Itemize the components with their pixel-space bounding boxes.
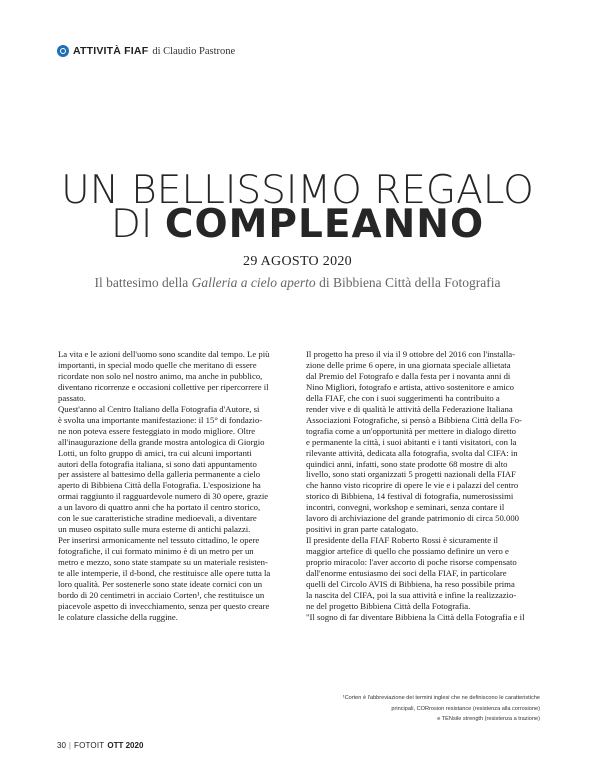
body-line: dal Premio del Fotografo e dalla festa per i novanta anni di bbox=[306, 370, 511, 381]
body-line: proprio miracolo: l'aver accorto di poche risorse compensato bbox=[306, 557, 517, 568]
body-line: ne non poteva essere festeggiato in modo migliore. Oltre bbox=[58, 425, 256, 436]
body-line: render vive e di qualità le attività della Federazione Italiana bbox=[306, 403, 513, 414]
footnote bbox=[280, 693, 540, 725]
body-line: della FIAF, che con i suoi suggerimenti ha contribuito a bbox=[306, 392, 500, 403]
article-subtitle bbox=[0, 275, 595, 291]
body-line: quelli del Circolo AVIS di Bibbiena, ha reso possibile prima bbox=[306, 579, 515, 590]
article-title-emphasis: COMPLEANNO bbox=[164, 202, 485, 247]
body-line: quindici anni, infatti, sono state prodotte 68 mostre di alto bbox=[306, 458, 508, 469]
subtitle-italic: Galleria a cielo aperto bbox=[191, 275, 316, 290]
body-line: le colature classiche della ruggine. bbox=[58, 611, 178, 622]
body-line: zione delle prime 6 opere, in una giornata speciale allietata bbox=[306, 359, 511, 370]
body-line: Il progetto ha preso il via il 9 ottobre del 2016 con l'installa- bbox=[306, 349, 516, 359]
body-line: "Il sogno di far diventare Bibbiena la Città della Fotografia e il bbox=[306, 611, 525, 622]
body-line: ormai raggiunto il ragguardevole numero di 30 opere, grazie bbox=[58, 491, 269, 502]
body-line: Per inserirsi armonicamente nel tessuto cittadino, le opere bbox=[58, 535, 260, 546]
subtitle-pre: Il battesimo della bbox=[94, 275, 192, 290]
body-line: importanti, in special modo quelle che meritano di essere bbox=[58, 359, 257, 370]
body-line: aperto di Bibbiena Città della Fotografia. L'esposizione ha bbox=[58, 480, 261, 491]
fiaf-logo-icon bbox=[57, 45, 69, 57]
body-column-left bbox=[58, 349, 306, 623]
article-title-prefix: DI bbox=[110, 202, 165, 247]
body-line: livello, sono stati organizzati 5 progetti nazionali della FIAF bbox=[306, 469, 516, 480]
article-title-line-2 bbox=[0, 202, 595, 247]
body-line: la nascita del CIFA, poi la sua attività e infine la realizzazio- bbox=[306, 589, 517, 600]
footer-separator: | bbox=[68, 741, 71, 750]
body-line: Il presidente della FIAF Roberto Rossi è sicuramente il bbox=[306, 535, 499, 546]
body-line: passato. bbox=[58, 392, 86, 403]
body-line: è svolta una importante manifestazione: il 15° di fondazio- bbox=[58, 414, 263, 425]
footnote-line: ¹Corten è l'abbreviazione dei termini inglesi che ne definiscono le caratteristiche bbox=[342, 695, 540, 701]
page-number: 30 bbox=[57, 741, 66, 750]
body-line: piacevole aspetto di invecchiamento, senza per questo creare bbox=[58, 600, 270, 611]
section-name: ATTIVITÀ FIAF bbox=[73, 45, 149, 57]
body-line: positivi in gran parte catalogato. bbox=[306, 524, 419, 535]
author-byline: di Claudio Pastrone bbox=[152, 45, 236, 57]
body-line: fotografiche, il cui formato minimo è di un metro per un bbox=[58, 546, 254, 557]
section-header bbox=[57, 45, 235, 57]
body-line: all'inaugurazione della grande mostra antologica di Giorgio bbox=[58, 436, 265, 447]
footnote-line: principali, CORrosion resistance (resistenza alla corrosione) bbox=[391, 705, 540, 712]
issue-label: OTT 2020 bbox=[107, 741, 144, 750]
subtitle-post: di Bibbiena Città della Fotografia bbox=[315, 275, 501, 290]
body-line: Associazioni Fotografiche, si pensò a Bibbiena Città della Fo- bbox=[306, 414, 522, 425]
body-line: Lotti, un folto gruppo di amici, tra cui alcuni importanti bbox=[58, 447, 252, 458]
body-line: lavoro di archiviazione del grande patrimonio di circa 50.000 bbox=[306, 513, 520, 524]
body-line: ne del progetto Bibbiena Città della Fotografia. bbox=[306, 600, 471, 611]
body-line: Quest'anno al Centro Italiano della Fotografia d'Autore, si bbox=[58, 403, 260, 414]
body-line: loro qualità. Per sostenerle sono state ideate cornici con un bbox=[58, 579, 263, 590]
body-line: storico di Bibbiena, 14 festival di fotografia, numerosissimi bbox=[306, 491, 514, 502]
body-line: a un lavoro di quattro anni che ha portato il centro storico, bbox=[58, 502, 261, 513]
body-line: ricordate non solo nel nostro animo, ma anche in pubblico, bbox=[58, 370, 263, 381]
body-line: un museo ospitato sulle mura esterne di antichi palazzi. bbox=[58, 524, 251, 535]
body-line: te alle intemperie, il d-bond, che restituisce alle opere tutta la bbox=[58, 568, 271, 579]
body-line: La vita e le azioni dell'uomo sono scandite dal tempo. Le più bbox=[58, 349, 270, 359]
body-line: rilevante attività, dedicata alla fotografia, svolta dal CIFA: in bbox=[306, 447, 518, 458]
page-footer bbox=[57, 741, 143, 750]
body-line: Nino Migliori, fotografo e artista, attivo sostenitore e amico bbox=[306, 381, 514, 392]
article-title-line-1: UN BELLISSIMO REGALO bbox=[61, 168, 534, 213]
body-line: per assistere al battesimo della galleria permanente a cielo bbox=[58, 469, 261, 480]
magazine-name: FOTOIT bbox=[73, 741, 105, 750]
body-line: tografia come a un'opportunità per mettere in dialogo diretto bbox=[306, 425, 516, 436]
body-line: diventano ricorrenze e occasioni collettive per ripercorrere il bbox=[58, 381, 269, 392]
footnote-line: e TENsile strength (resistenza a trazione) bbox=[437, 716, 540, 722]
body-line: con le sue caratteristiche stradine medioevali, a diventare bbox=[58, 513, 257, 524]
article-date: 29 AGOSTO 2020 bbox=[243, 254, 352, 269]
body-line: che hanno visto ricoprire di opere le vie e i palazzi del centro bbox=[306, 480, 519, 491]
body-line: incontri, convegni, workshop e seminari, senza contare il bbox=[306, 502, 505, 513]
body-line: dall'enorme entusiasmo dei soci della FIAF, in particolare bbox=[306, 568, 507, 579]
body-line: autori della fotografia italiana, si sono dati appuntamento bbox=[58, 458, 257, 469]
body-line: maggior artefice di quello che possiamo definire un vero e bbox=[306, 546, 509, 557]
body-line: bordo di 20 centimetri in acciaio Corten¹, che restituisce un bbox=[58, 589, 265, 600]
body-line: metro e mezzo, sono state stampate su un materiale resisten- bbox=[58, 557, 268, 568]
body-column-right bbox=[306, 349, 554, 623]
body-line: e permanente la città, i suoi abitanti e i tanti visitatori, con la bbox=[306, 436, 517, 447]
